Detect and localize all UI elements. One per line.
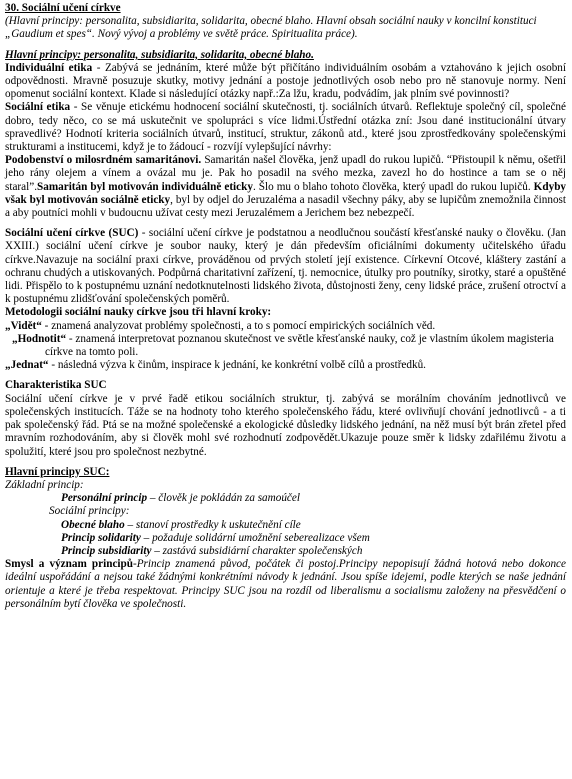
method-heading: Metodologii sociální nauky církve jsou tři hlavní kroky: <box>5 306 272 319</box>
method-step-text: - znamená interpretovat poznanou skutečnost ve světle křesťanské nauky, což je vlastním úkolem magisteria církve na tomto poli. <box>45 332 554 359</box>
spacer <box>5 42 566 49</box>
spacer <box>5 459 566 466</box>
social-principle-text: – stanoví prostředky k uskutečnění cíle <box>124 518 301 531</box>
social-principle-item <box>5 545 566 558</box>
basic-principle-label: Základní princip: <box>5 478 84 491</box>
characteristic-paragraph: Sociální učení církve je v prvé řadě etikou sociálních struktur, tj. zabývá se morálním chováním jednotlivců ve společenských institucích. Táže se na hodnoty toho kterého společenského řádu, které ovlivňují chování jednotlivců - a ti pak společenský řád. Ptá se na možné společenské a ekologické důsledky lidského jednání, na něž musí být brán zřetel před mravním rozhodováním, aby si člověk mohl své rozhodnutí zodpovědět.Ukazuje pouze směr k lidsky zdařilému životu a spolužití, které jsou pro společnost nezbytné. <box>5 392 566 458</box>
suc-text: - sociální učení církve je podstatnou a neodlučnou součástí křesťanské nauky o člověku. (Jan XXIII.) sociální učení církve je soubor nauky, který je dán především oficiálními dokumenty učitelského úřadu církve.Navazuje na sociální praxi církve, prováděnou od prvých století její existence. Církevní Otcové, kláštery zastání a ochranu chudých a utiskovaných. Podpůrná charitativní zařízení, tj. nemocnice, útulky pro poutníky, sirotky, staré a opuštěné lidi. Přispělo to k postupnému uznání nedotknutelnosti lidského života, důstojnosti ženy, ceny lidské práce, zrušení otroctví a k postupnému zlidšťování společenských poměrů. <box>5 227 566 306</box>
social-principle-item <box>5 532 566 545</box>
method-step-term: „Vidět“ <box>5 319 42 332</box>
samaritan-term: Podobenství o milosrdném samaritánovi. <box>5 154 202 167</box>
social-ethics-paragraph <box>5 101 566 154</box>
method-step-term: „Jednat“ <box>5 359 49 372</box>
social-principle-text: – zastává subsidiární charakter společenských <box>151 544 363 557</box>
personal-principle-term: Personální princip <box>61 492 148 505</box>
samaritan-text-1: Samaritán našel člověka, jenž upadl do rukou lupičů. “Přistoupil k němu, ošetřil jeho rány olejem a vínem a ovázal mu je. Pak ho posadil na svého mezka, zavezl ho do hostince a tam se o něj staral”. <box>5 154 566 193</box>
principles-heading: Hlavní principy: personalita, subsidiarita, solidarita, obecné blaho. <box>5 48 314 61</box>
meaning-paragraph <box>5 558 566 611</box>
individual-ethics-term: Individuální etika <box>5 61 93 74</box>
suc-paragraph <box>5 227 566 306</box>
personal-principle-text: – člověk je pokládán za samoúčel <box>147 492 300 505</box>
samaritan-text-2: . Šlo mu o blaho tohoto člověka, který upadl do rukou lupičů. <box>252 180 534 193</box>
social-ethics-term: Sociální etika <box>5 101 71 114</box>
individual-ethics-text: - Zabývá se jednáním, které může být přičítáno individuálním osobám a vztahováno k jejich osobní odpovědnosti. Mravně posuzuje skutky, motivy jednání a postoje jednotlivých osob nebo pro ně stanovuje normy. Není opomenut sociální kontext. Klade si následující otázky např.:Za lžu, kradu, podvádím, jak plním své povinnosti? <box>5 61 566 101</box>
social-principle-item <box>5 519 566 532</box>
method-step-text: - znamená analyzovat problémy společnosti, a to s pomocí empirických sociálních věd. <box>41 319 436 332</box>
intro-paragraph: (Hlavní principy: personalita, subsidiarita, solidarita, obecné blaho. Hlavní obsah sociální nauky v koncilní konstituci „Gaudium et spes“. Nový vývoj a problémy ve světě práce. Spiritualita práce). <box>5 15 537 41</box>
samaritan-bold-2: Kdyby však byl motivován sociálně eticky <box>5 180 567 206</box>
meaning-text: -Princip znamená původ, počátek či postoj.Principy nepopisují žádná hotová nebo dokonce ideální uspořádání a nejsou také žádnými konkrétními návody k jednání. Jsou spíše idejemi, podle kterých se naše jednání orientuje a které je třeba respektovat. Principy SUC jsou na rozdíl od liberalismu a socialismu založeny na přesvědčení o personálním bytí člověka ve společnosti. <box>5 558 566 610</box>
social-principles-label: Sociální principy: <box>49 505 130 518</box>
social-principle-term: Princip solidarity <box>61 531 141 544</box>
samaritan-bold-1: Samaritán byl motivován individuálně eticky <box>37 180 253 193</box>
spacer <box>5 372 566 379</box>
method-step-term: „Hodnotit“ <box>12 332 67 345</box>
method-step <box>5 359 566 372</box>
method-step <box>5 320 566 333</box>
social-principle-term: Obecné blaho <box>61 518 125 531</box>
method-step-text: - následná výzva k činům, inspirace k jednání, ke konkrétní volbě cílů a prostředků. <box>48 359 426 372</box>
samaritan-text-3: , byl by odjel do Jeruzaléma a nasadil všechny páky, aby se lupičům znemožnila činnost a aby poutníci mohli v budoucnu užívat cesty mezi Jeruzalémem a Jerichem bez nebezpečí. <box>5 193 566 220</box>
method-step <box>5 333 566 359</box>
social-ethics-text: - Se věnuje etickému hodnocení sociální skutečnosti, tj. sociálních útvarů. Reflektuje společný cíl, společné dobro, tedy něco, co se má uskutečnit ve spolupráci s více lidmi.Ústřední otázka zní: Jsou dané institucionální útvary spravedlivé? Hodnotí kriteria sociálních útvarů, institucí, struktur, zákonů atd., které jsou zprostředkovány společenskými strukturami a institucemi, když je to žádoucí - rozvíjí vylepšující návrhy: <box>5 101 566 154</box>
document-heading: 30. Sociální učení církve <box>5 2 121 14</box>
spacer <box>5 220 566 227</box>
main-principles-heading: Hlavní principy SUC: <box>5 465 110 478</box>
social-principle-term: Princip subsidiarity <box>61 544 152 557</box>
suc-term: Sociální učení církve (SUC) <box>5 227 139 240</box>
characteristic-heading: Charakteristika SUC <box>5 379 107 392</box>
personal-principle-line <box>5 492 566 505</box>
social-principle-text: – požaduje solidární umožnění seberealizace všem <box>140 531 370 544</box>
individual-ethics-paragraph <box>5 62 566 102</box>
samaritan-paragraph <box>5 154 566 220</box>
meaning-term: Smysl a význam principů <box>5 558 133 571</box>
